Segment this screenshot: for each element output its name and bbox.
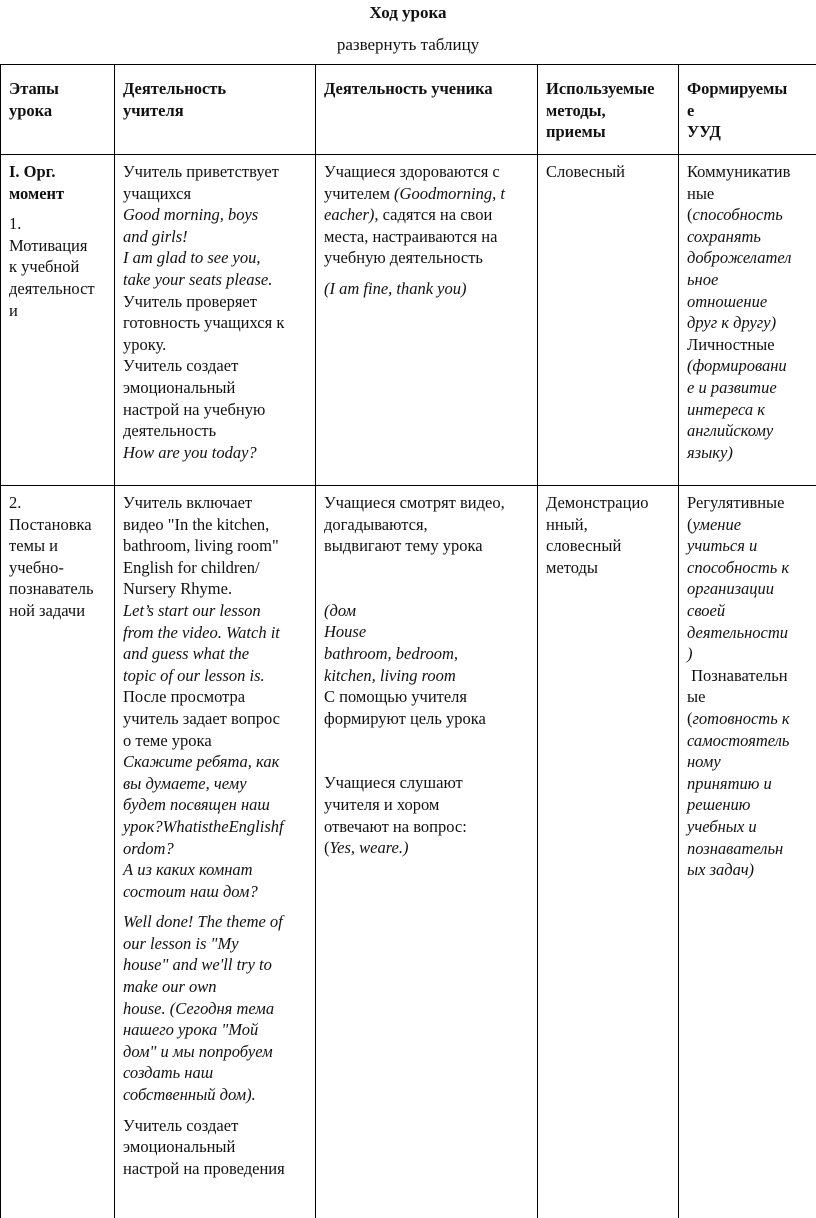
header-student-activity: Деятельность ученика [316,65,538,155]
teacher-activity-cell: Учитель включает видео "In the kitchen, bathroom, living room" English for children/ Nursery Rhyme. Let’s start our lesson from the video. Watch it and guess what the topic of our lesson is. После просмотра учитель задает вопрос о теме урока Скажите ребята, как вы думаете, чему будет посвящен наш урок?WhatistheEnglishf ordom? А из каких комнат состоит наш дом? Well done! The theme of our lesson is "My house" and we'll try to make our own house. (Сегодня тема нашего урока "Мой дом" и мы попробуем создать наш собственный дом). Учитель создает эмоциональный настрой на проведения [115,486,316,1218]
header-uud: Формируемы е УУД [679,65,816,155]
stage-cell: 2. Постановка темы и учебно- познаватель ной задачи [1,486,115,1218]
expand-table-link[interactable]: развернуть таблицу [0,34,816,56]
table-row [1,486,816,1218]
header-teacher-activity: Деятельность учителя [115,65,316,155]
lesson-table [0,64,816,1218]
stage-cell: I. Орг. момент 1. Мотивация к учебной деятельност и [1,155,115,486]
header-stage: Этапы урока [1,65,115,155]
uud-cell: Коммуникатив ные (способность сохранять доброжелател ьное отношение друг к другу) Личностные (формировани е и развитие интереса к английскому языку) [679,155,816,486]
page-title: Ход урока [0,2,816,24]
student-activity-cell: Учащиеся смотрят видео, догадываются, выдвигают тему урока (дом House bathroom, bedroom, kitchen, living room С помощью учителя формируют цель урока Учащиеся слушают учителя и хором отвечают на вопрос: (Yes, weare.) [316,486,538,1218]
methods-cell: Демонстрацио нный, словесный методы [538,486,679,1218]
student-activity-cell: Учащиеся здороваются с учителем (Goodmorning, t eacher), садятся на свои места, настраиваются на учебную деятельность (I am fine, thank you) [316,155,538,486]
table-header-row [1,65,816,155]
header-methods: Используемые методы, приемы [538,65,679,155]
methods-cell: Словесный [538,155,679,486]
uud-cell: Регулятивные (умение учиться и способность к организации своей деятельности ) Познавательн ые (готовность к самостоятель ному принятию и решению учебных и познавательн ых задач) [679,486,816,1218]
table-row [1,155,816,486]
teacher-activity-cell: Учитель приветствует учащихся Good morning, boys and girls! I am glad to see you, take your seats please. Учитель проверяет готовность учащихся к уроку. Учитель создает эмоциональный настрой на учебную деятельность How are you today? [115,155,316,486]
